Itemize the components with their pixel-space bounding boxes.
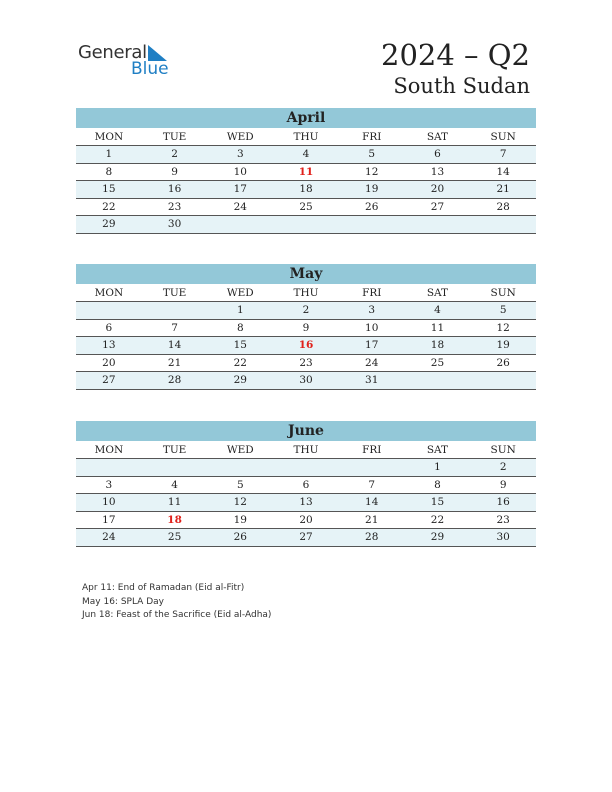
day-cell: 19 xyxy=(233,513,247,526)
week-row xyxy=(76,459,536,477)
day-cell: 18 xyxy=(299,183,313,195)
week-row xyxy=(76,146,536,164)
day-cell xyxy=(207,459,273,476)
month-may xyxy=(76,264,536,390)
week-row xyxy=(76,164,536,182)
day-cell: 21 xyxy=(365,513,379,526)
day-cell xyxy=(405,216,471,233)
week-row xyxy=(76,181,536,199)
day-header: WED xyxy=(226,131,254,143)
day-cell: 12 xyxy=(233,496,247,508)
day-cell: 6 xyxy=(302,478,310,491)
day-cell xyxy=(76,302,142,319)
holiday-notes xyxy=(82,582,271,623)
day-cell: 8 xyxy=(236,321,244,334)
day-header-row xyxy=(76,128,536,146)
day-cell: 23 xyxy=(299,356,313,369)
day-header: SUN xyxy=(490,287,516,299)
day-cell xyxy=(142,302,208,319)
weeks xyxy=(76,146,536,234)
day-header: THU xyxy=(293,444,319,456)
day-cell: 14 xyxy=(496,165,510,178)
day-cell: 15 xyxy=(102,183,116,195)
week-row xyxy=(76,529,536,547)
month-april xyxy=(76,108,536,234)
day-cell: 6 xyxy=(434,148,441,160)
month-header: May xyxy=(76,264,536,284)
week-row xyxy=(76,372,536,390)
day-cell xyxy=(405,372,471,389)
day-cell: 29 xyxy=(102,218,116,230)
day-cell: 12 xyxy=(496,321,510,334)
day-cell: 16 xyxy=(496,496,510,508)
day-cell xyxy=(142,459,208,476)
day-cell: 13 xyxy=(430,165,445,178)
day-cell: 16 xyxy=(167,183,182,195)
day-cell: 24 xyxy=(102,531,116,543)
day-cell: 14 xyxy=(365,496,379,508)
day-cell: 17 xyxy=(365,339,379,351)
day-cell: 25 xyxy=(430,356,445,369)
day-header: SUN xyxy=(490,444,516,456)
day-cell: 8 xyxy=(434,478,441,491)
day-cell xyxy=(273,459,339,476)
day-cell: 28 xyxy=(167,374,182,386)
logo-blue-text: Blue xyxy=(131,59,169,79)
day-cell: 31 xyxy=(365,374,379,386)
day-cell: 26 xyxy=(496,356,510,369)
day-cell: 27 xyxy=(102,374,116,386)
day-cell: 3 xyxy=(105,478,113,491)
day-cell: 27 xyxy=(299,531,313,543)
day-cell: 12 xyxy=(365,165,379,178)
day-cell: 29 xyxy=(233,374,247,386)
day-cell: 15 xyxy=(233,339,247,351)
day-cell: 9 xyxy=(302,321,310,334)
day-cell: 4 xyxy=(302,148,310,160)
day-cell: 4 xyxy=(171,478,178,491)
day-cell: 10 xyxy=(233,165,247,178)
day-cell: 11 xyxy=(167,496,182,508)
day-cell xyxy=(339,216,405,233)
country-name: South Sudan xyxy=(393,74,530,98)
week-row xyxy=(76,199,536,217)
day-cell: 17 xyxy=(102,513,116,526)
day-header: SAT xyxy=(426,131,449,143)
day-cell: 2 xyxy=(171,148,178,160)
month-header: April xyxy=(76,108,536,128)
day-cell: 8 xyxy=(105,165,113,178)
day-header: MON xyxy=(94,131,124,143)
day-cell xyxy=(207,216,273,233)
day-cell: 19 xyxy=(365,183,379,195)
day-cell: 4 xyxy=(434,304,441,316)
day-cell: 7 xyxy=(171,321,178,334)
day-cell: 24 xyxy=(233,200,247,213)
day-cell: 1 xyxy=(236,304,244,316)
day-cell: 10 xyxy=(102,496,116,508)
day-cell: 2 xyxy=(499,461,507,473)
day-cell: 25 xyxy=(167,531,182,543)
day-cell: 20 xyxy=(102,356,116,369)
day-cell: 10 xyxy=(365,321,379,334)
day-cell: 1 xyxy=(105,148,113,160)
day-header: SAT xyxy=(426,444,449,456)
day-header: THU xyxy=(293,287,319,299)
day-cell: 23 xyxy=(496,513,510,526)
day-cell: 18 xyxy=(167,513,182,526)
day-cell xyxy=(273,216,339,233)
week-row xyxy=(76,216,536,234)
day-cell: 7 xyxy=(499,148,507,160)
day-cell: 30 xyxy=(167,218,182,230)
day-cell xyxy=(470,372,536,389)
day-cell: 3 xyxy=(236,148,244,160)
day-header: MON xyxy=(94,444,124,456)
day-cell: 5 xyxy=(236,478,244,491)
day-cell: 19 xyxy=(496,339,510,351)
day-cell: 23 xyxy=(167,200,182,213)
day-cell: 16 xyxy=(298,339,314,351)
day-header-row xyxy=(76,441,536,459)
day-cell: 18 xyxy=(430,339,445,351)
day-header: WED xyxy=(226,444,254,456)
week-row xyxy=(76,512,536,530)
day-cell: 11 xyxy=(430,321,445,334)
day-header: FRI xyxy=(362,287,382,299)
day-cell: 9 xyxy=(499,478,507,491)
day-cell xyxy=(470,216,536,233)
day-cell: 17 xyxy=(233,183,247,195)
week-row xyxy=(76,320,536,338)
day-cell: 21 xyxy=(167,356,182,369)
day-cell xyxy=(76,459,142,476)
day-header: SUN xyxy=(490,131,516,143)
day-cell: 21 xyxy=(496,183,510,195)
weeks xyxy=(76,302,536,390)
month-header: June xyxy=(76,421,536,441)
day-cell: 29 xyxy=(430,531,445,543)
day-cell: 20 xyxy=(299,513,313,526)
week-row xyxy=(76,477,536,495)
day-header: MON xyxy=(94,287,124,299)
day-header: THU xyxy=(293,131,319,143)
day-cell: 28 xyxy=(365,531,379,543)
generalblue-logo xyxy=(78,40,178,80)
day-cell: 22 xyxy=(102,200,116,213)
day-cell: 25 xyxy=(299,200,313,213)
day-cell: 22 xyxy=(430,513,445,526)
day-header: SAT xyxy=(426,287,449,299)
day-header: TUE xyxy=(162,287,187,299)
month-june xyxy=(76,421,536,547)
day-cell: 15 xyxy=(430,496,445,508)
week-row xyxy=(76,494,536,512)
page-title: 2024 – Q2 xyxy=(381,38,530,72)
day-cell: 30 xyxy=(496,531,510,543)
day-cell: 24 xyxy=(365,356,379,369)
day-header: TUE xyxy=(162,444,187,456)
day-cell: 22 xyxy=(233,356,247,369)
day-cell: 11 xyxy=(298,165,314,178)
day-cell: 3 xyxy=(368,304,376,316)
day-cell: 20 xyxy=(430,183,445,195)
holiday-note: Jun 18: Feast of the Sacrifice (Eid al-Adha) xyxy=(82,610,272,620)
day-header: TUE xyxy=(162,131,187,143)
day-cell: 14 xyxy=(167,339,182,351)
day-cell: 28 xyxy=(496,200,510,213)
day-cell: 13 xyxy=(102,339,116,351)
day-header-row xyxy=(76,284,536,302)
day-header: WED xyxy=(226,287,254,299)
day-cell: 2 xyxy=(302,304,310,316)
day-cell: 5 xyxy=(499,304,507,316)
day-cell xyxy=(339,459,405,476)
day-cell: 27 xyxy=(430,200,445,213)
day-cell: 30 xyxy=(299,374,313,386)
day-cell: 13 xyxy=(299,496,313,508)
day-cell: 1 xyxy=(434,461,441,473)
weeks xyxy=(76,459,536,547)
day-cell: 26 xyxy=(233,531,247,543)
week-row xyxy=(76,302,536,320)
day-header: FRI xyxy=(362,444,382,456)
day-cell: 7 xyxy=(368,478,376,491)
day-cell: 5 xyxy=(368,148,376,160)
logo-general-text: General xyxy=(78,42,147,63)
day-header: FRI xyxy=(362,131,382,143)
holiday-note: Apr 11: End of Ramadan (Eid al-Fitr) xyxy=(82,583,245,593)
day-cell: 26 xyxy=(365,200,379,213)
holiday-note: May 16: SPLA Day xyxy=(82,596,164,607)
day-cell: 9 xyxy=(171,165,178,178)
week-row xyxy=(76,355,536,373)
week-row xyxy=(76,337,536,355)
day-cell: 6 xyxy=(105,321,113,334)
